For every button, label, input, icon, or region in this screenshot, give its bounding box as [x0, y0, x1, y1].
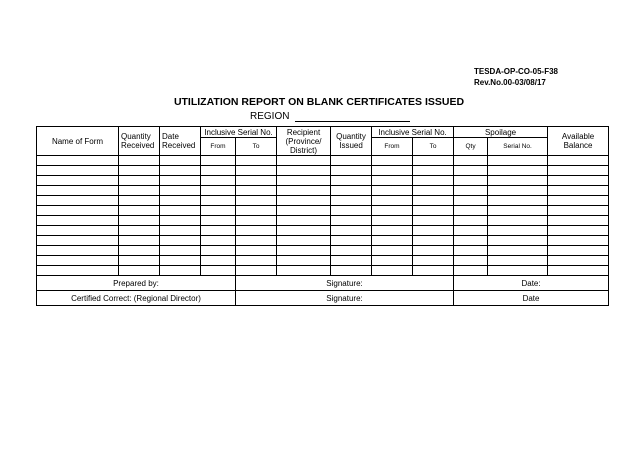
col-qty: Qty: [454, 138, 488, 156]
table-cell[interactable]: [413, 186, 454, 196]
table-cell[interactable]: [37, 226, 119, 236]
table-row: [37, 216, 609, 226]
col-to-2: To: [413, 138, 454, 156]
table-row: [37, 206, 609, 216]
table-cell[interactable]: [236, 226, 277, 236]
table-cell[interactable]: [201, 176, 236, 186]
table-cell[interactable]: [331, 216, 372, 226]
table-cell[interactable]: [372, 246, 413, 256]
table-cell[interactable]: [488, 166, 548, 176]
table-cell[interactable]: [37, 166, 119, 176]
table-cell[interactable]: [277, 236, 331, 246]
col-from: From: [201, 138, 236, 156]
col-spoilage: Spoilage: [454, 127, 548, 138]
table-cell[interactable]: [160, 156, 201, 166]
table-cell[interactable]: [160, 266, 201, 276]
table-cell[interactable]: [277, 156, 331, 166]
utilization-table: [36, 126, 609, 306]
table-cell[interactable]: [454, 246, 488, 256]
col-inclusive-serial-no: Inclusive Serial No.: [201, 127, 277, 138]
table-cell[interactable]: [119, 176, 160, 186]
col-from-2: From: [372, 138, 413, 156]
col-serial-no: Serial No.: [488, 138, 548, 156]
table-row: [37, 236, 609, 246]
table-cell[interactable]: [372, 156, 413, 166]
table-cell[interactable]: [488, 196, 548, 206]
table-cell[interactable]: [548, 256, 609, 266]
signature-label-1: Signature:: [236, 276, 454, 291]
table-cell[interactable]: [160, 176, 201, 186]
table-cell[interactable]: [548, 186, 609, 196]
document-code: TESDA-OP-CO-05-F38: [473, 67, 558, 76]
table-cell[interactable]: [277, 166, 331, 176]
table-cell[interactable]: [454, 256, 488, 266]
region-input-line: [295, 111, 410, 122]
table-cell[interactable]: [331, 266, 372, 276]
page-title: UTILIZATION REPORT ON BLANK CERTIFICATES ISSUED: [173, 96, 465, 108]
table-cell[interactable]: [454, 236, 488, 246]
table-cell[interactable]: [236, 256, 277, 266]
table-row: [37, 256, 609, 266]
table-cell[interactable]: [548, 176, 609, 186]
table-cell[interactable]: [372, 266, 413, 276]
table-cell[interactable]: [119, 236, 160, 246]
table-cell[interactable]: [331, 206, 372, 216]
table-cell[interactable]: [37, 186, 119, 196]
table-row: [37, 246, 609, 256]
col-quantity-received: Quantity Received: [119, 127, 160, 156]
header-row-1: [37, 127, 609, 138]
table-cell[interactable]: [37, 206, 119, 216]
table-cell[interactable]: [548, 226, 609, 236]
table-cell[interactable]: [372, 236, 413, 246]
table-row: [37, 166, 609, 176]
table-cell[interactable]: [119, 156, 160, 166]
table-cell[interactable]: [548, 216, 609, 226]
table-cell[interactable]: [454, 266, 488, 276]
table-cell[interactable]: [372, 226, 413, 236]
table-row: [37, 186, 609, 196]
table-cell[interactable]: [201, 246, 236, 256]
footer-row-prepared: [37, 276, 609, 291]
col-available-balance: Available Balance: [548, 127, 609, 156]
table-cell[interactable]: [413, 226, 454, 236]
table-cell[interactable]: [201, 186, 236, 196]
region-label: REGION: [250, 111, 290, 122]
table-cell[interactable]: [160, 246, 201, 256]
table-cell[interactable]: [37, 196, 119, 206]
col-recipient: Recipient (Province/ District): [277, 127, 331, 156]
table-cell[interactable]: [488, 186, 548, 196]
table-cell[interactable]: [454, 196, 488, 206]
table-cell[interactable]: [236, 246, 277, 256]
table-row: [37, 176, 609, 186]
table-cell[interactable]: [488, 206, 548, 216]
table-cell[interactable]: [160, 206, 201, 216]
table-cell[interactable]: [201, 226, 236, 236]
table-cell[interactable]: [201, 166, 236, 176]
footer-row-certified: [37, 291, 609, 306]
table-cell[interactable]: [119, 256, 160, 266]
table-cell[interactable]: [236, 216, 277, 226]
col-name-of-form: Name of Form: [37, 127, 119, 156]
table-cell[interactable]: [37, 246, 119, 256]
table-cell[interactable]: [372, 176, 413, 186]
table-cell[interactable]: [331, 196, 372, 206]
table-cell[interactable]: [160, 186, 201, 196]
table-cell[interactable]: [277, 216, 331, 226]
table-cell[interactable]: [413, 176, 454, 186]
table-cell[interactable]: [119, 196, 160, 206]
table-cell[interactable]: [454, 206, 488, 216]
table-cell[interactable]: [548, 266, 609, 276]
table-cell[interactable]: [201, 156, 236, 166]
table-cell[interactable]: [160, 196, 201, 206]
table-cell[interactable]: [548, 206, 609, 216]
table-cell[interactable]: [488, 266, 548, 276]
table-cell[interactable]: [372, 166, 413, 176]
table-cell[interactable]: [277, 256, 331, 266]
col-quantity-issued: Quantity Issued: [331, 127, 372, 156]
table-cell[interactable]: [236, 156, 277, 166]
table-cell[interactable]: [160, 256, 201, 266]
date-label-1: Date:: [454, 276, 609, 291]
table-cell[interactable]: [413, 256, 454, 266]
table-cell[interactable]: [488, 236, 548, 246]
table-cell[interactable]: [236, 236, 277, 246]
table-cell[interactable]: [331, 166, 372, 176]
table-cell[interactable]: [119, 166, 160, 176]
table-cell[interactable]: [454, 186, 488, 196]
table-cell[interactable]: [119, 206, 160, 216]
table-cell[interactable]: [37, 266, 119, 276]
table-cell[interactable]: [119, 246, 160, 256]
table-cell[interactable]: [277, 266, 331, 276]
table-cell[interactable]: [160, 166, 201, 176]
table-cell[interactable]: [160, 216, 201, 226]
table-cell[interactable]: [454, 156, 488, 166]
table-cell[interactable]: [277, 186, 331, 196]
table-cell[interactable]: [413, 196, 454, 206]
table-cell[interactable]: [372, 256, 413, 266]
prepared-by-label: Prepared by:: [37, 276, 236, 291]
table-cell[interactable]: [37, 216, 119, 226]
table-cell[interactable]: [119, 226, 160, 236]
table-cell[interactable]: [236, 166, 277, 176]
table-cell[interactable]: [119, 266, 160, 276]
table-cell[interactable]: [119, 186, 160, 196]
document-code-block: [474, 66, 558, 88]
blank-rows: [37, 156, 609, 276]
table-cell[interactable]: [331, 226, 372, 236]
table-cell[interactable]: [331, 176, 372, 186]
table-cell[interactable]: [413, 216, 454, 226]
table-cell[interactable]: [488, 216, 548, 226]
table-cell[interactable]: [236, 176, 277, 186]
revision-number: Rev.No.00-03/08/17: [473, 78, 546, 87]
table-cell[interactable]: [236, 206, 277, 216]
table-cell[interactable]: [372, 206, 413, 216]
table-cell[interactable]: [548, 166, 609, 176]
table-cell[interactable]: [413, 266, 454, 276]
signature-label-2: Signature:: [236, 291, 454, 306]
table-cell[interactable]: [548, 246, 609, 256]
table-cell[interactable]: [37, 236, 119, 246]
date-label-2: Date: [454, 291, 609, 306]
table-cell[interactable]: [488, 246, 548, 256]
table-cell[interactable]: [160, 226, 201, 236]
table-cell[interactable]: [413, 246, 454, 256]
table-cell[interactable]: [119, 216, 160, 226]
table-cell[interactable]: [277, 196, 331, 206]
table-cell[interactable]: [548, 236, 609, 246]
table-cell[interactable]: [277, 226, 331, 236]
table-cell[interactable]: [160, 236, 201, 246]
table-cell[interactable]: [331, 156, 372, 166]
table-cell[interactable]: [488, 256, 548, 266]
col-date-received: Date Received: [160, 127, 201, 156]
table-cell[interactable]: [37, 176, 119, 186]
table-cell[interactable]: [372, 216, 413, 226]
table-cell[interactable]: [277, 246, 331, 256]
table-cell[interactable]: [454, 176, 488, 186]
table-cell[interactable]: [331, 246, 372, 256]
table-cell[interactable]: [236, 186, 277, 196]
table-row: [37, 226, 609, 236]
certified-correct-label: Certified Correct: (Regional Director): [37, 291, 236, 306]
table-cell[interactable]: [488, 226, 548, 236]
table-cell[interactable]: [201, 266, 236, 276]
table-cell[interactable]: [488, 176, 548, 186]
table-cell[interactable]: [413, 166, 454, 176]
table-cell[interactable]: [413, 236, 454, 246]
table-cell[interactable]: [201, 216, 236, 226]
region-field: [250, 111, 410, 122]
table-cell[interactable]: [454, 226, 488, 236]
table-cell[interactable]: [201, 236, 236, 246]
table-cell[interactable]: [331, 256, 372, 266]
table-row: [37, 156, 609, 166]
table-cell[interactable]: [236, 266, 277, 276]
table-cell[interactable]: [372, 196, 413, 206]
table-cell[interactable]: [413, 206, 454, 216]
table-row: [37, 196, 609, 206]
table-cell[interactable]: [372, 186, 413, 196]
table-cell[interactable]: [277, 176, 331, 186]
table-cell[interactable]: [548, 156, 609, 166]
table-row: [37, 266, 609, 276]
table-cell[interactable]: [331, 236, 372, 246]
col-to: To: [236, 138, 277, 156]
table-cell[interactable]: [454, 216, 488, 226]
table-cell[interactable]: [331, 186, 372, 196]
table-cell[interactable]: [548, 196, 609, 206]
table-cell[interactable]: [201, 196, 236, 206]
table-cell[interactable]: [236, 196, 277, 206]
col-inclusive-serial-no-2: Inclusive Serial No.: [372, 127, 454, 138]
table-cell[interactable]: [201, 206, 236, 216]
table-cell[interactable]: [454, 166, 488, 176]
table-cell[interactable]: [37, 256, 119, 266]
table-cell[interactable]: [201, 256, 236, 266]
table-cell[interactable]: [277, 206, 331, 216]
table-cell[interactable]: [37, 156, 119, 166]
table-cell[interactable]: [488, 156, 548, 166]
table-cell[interactable]: [413, 156, 454, 166]
